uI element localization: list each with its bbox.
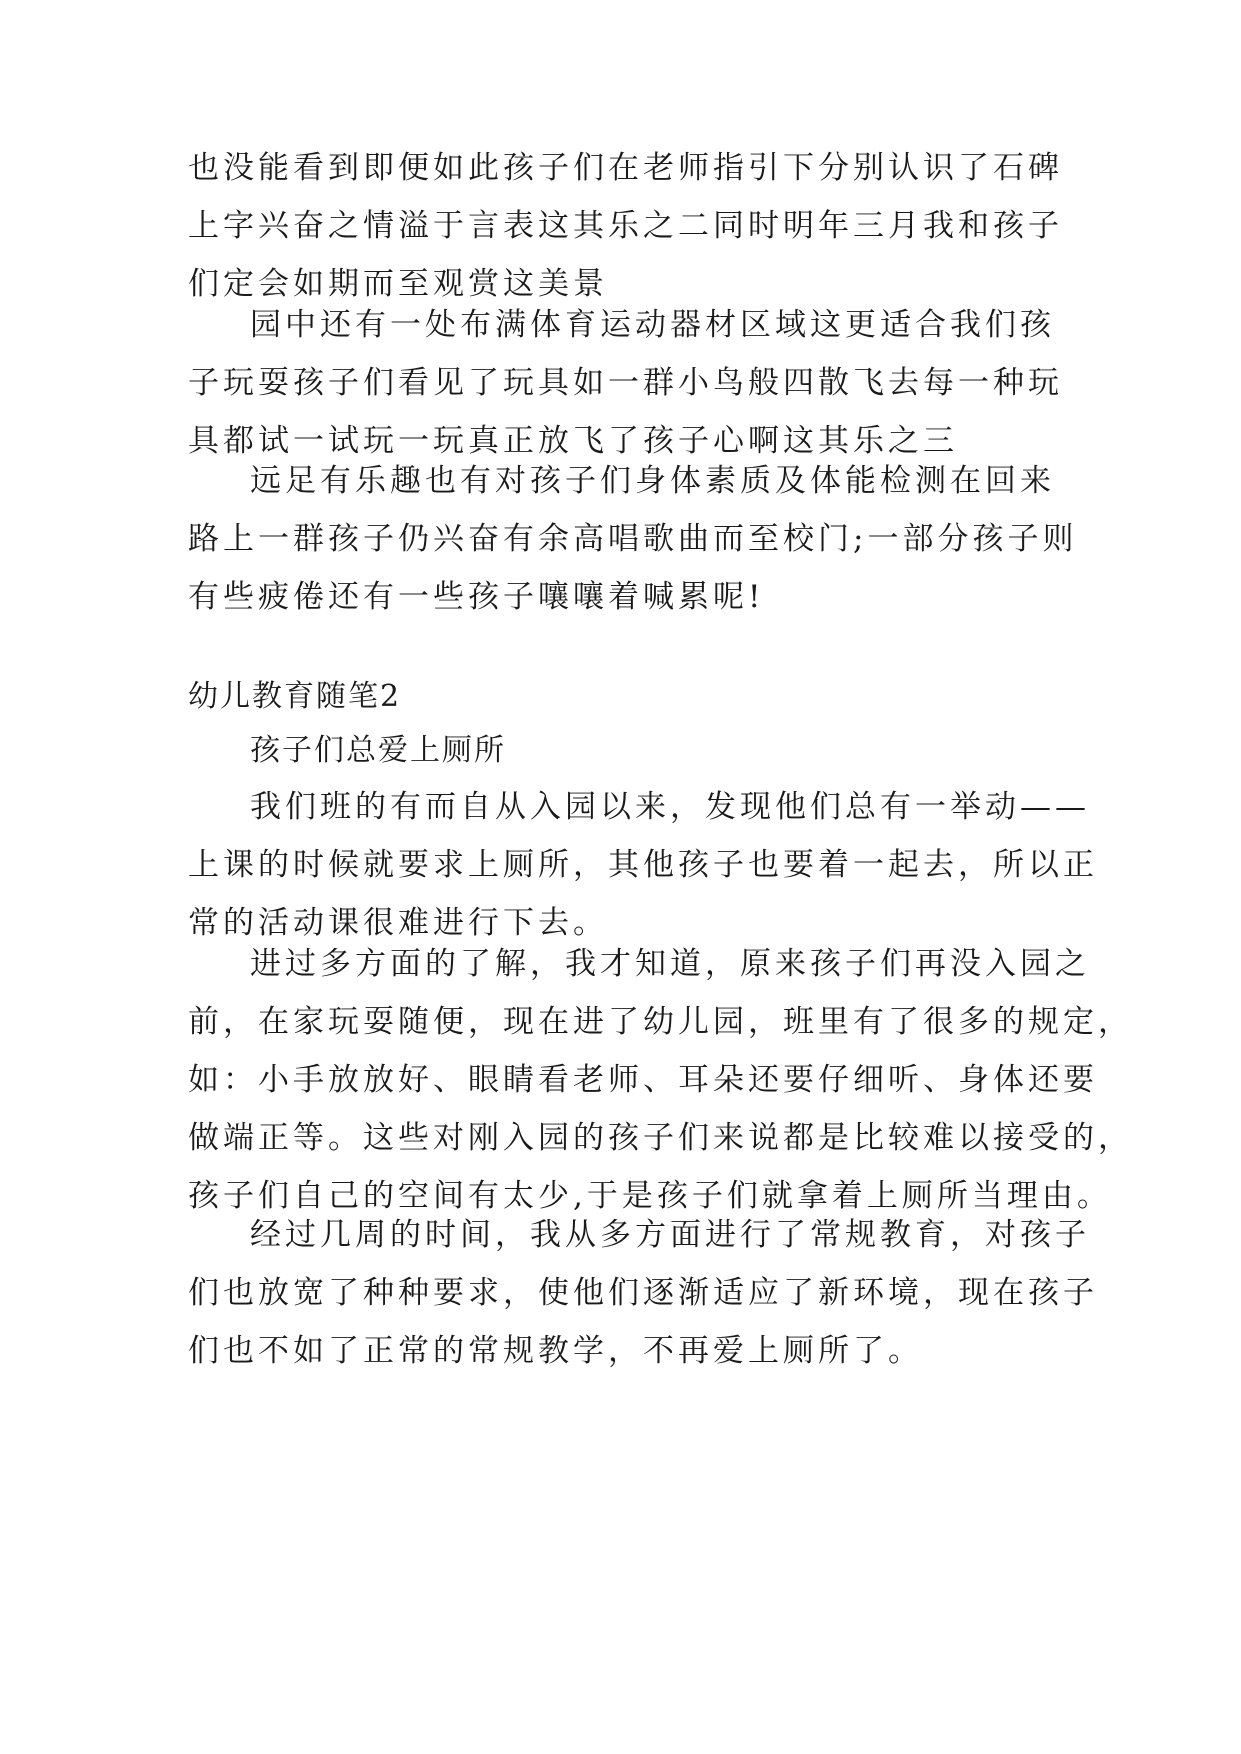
paragraph-3 — [188, 452, 1078, 626]
text-line: 也没能看到即便如此孩子们在老师指引下分别认识了石碑 — [188, 150, 1063, 186]
text-line: 远足有乐趣也有对孩子们身体素质及体能检测在回来 — [250, 463, 1055, 499]
section-heading — [188, 668, 1048, 726]
text-line: 子玩耍孩子们看见了玩具如一群小鸟般四散飞去每一种玩 — [188, 365, 1063, 401]
paragraph-4 — [188, 778, 1098, 952]
text-line: 们定会如期而至观赏这美景 — [188, 266, 608, 302]
text-line: 经过几周的时间，我从多方面进行了常规教育，对孩子 — [250, 1217, 1090, 1253]
paragraph-2 — [188, 296, 1063, 470]
subtitle: 孩子们总爱上厕所 — [250, 733, 506, 768]
text-line: 前，在家玩耍随便，现在进了幼儿园，班里有了很多的规定， — [188, 1004, 1133, 1040]
section-title: 幼儿教育随笔2 — [188, 679, 402, 714]
text-line: 上字兴奋之情溢于言表这其乐之二同时明年三月我和孩子 — [188, 208, 1063, 244]
article-subtitle — [188, 722, 1048, 780]
text-line: 进过多方面的了解，我才知道，原来孩子们再没入园之 — [250, 946, 1090, 982]
text-line: 路上一群孩子仍兴奋有余高唱歌曲而至校门;一部分孩子则 — [188, 521, 1078, 557]
text-line: 常的活动课很难进行下去。 — [188, 905, 608, 941]
paragraph-1 — [188, 139, 1063, 313]
text-line: 们也不如了正常的常规教学，不再爱上厕所了。 — [188, 1333, 923, 1369]
text-line: 园中还有一处布满体育运动器材区域这更适合我们孩 — [250, 307, 1055, 343]
text-line: 我们班的有而自从入园以来，发现他们总有一举动—— — [250, 789, 1090, 825]
text-line: 孩子们自己的空间有太少,于是孩子们就拿着上厕所当理由。 — [188, 1178, 1112, 1214]
text-line: 们也放宽了种种要求，使他们逐渐适应了新环境，现在孩子 — [188, 1275, 1098, 1311]
text-line: 上课的时候就要求上厕所，其他孩子也要着一起去，所以正 — [188, 847, 1098, 883]
paragraph-6 — [188, 1206, 1098, 1380]
text-line: 做端正等。这些对刚入园的孩子们来说都是比较难以接受的， — [188, 1120, 1133, 1156]
text-line: 有些疲倦还有一些孩子嚷嚷着喊累呢! — [188, 579, 765, 615]
paragraph-5 — [188, 935, 1133, 1225]
text-line: 具都试一试玩一玩真正放飞了孩子心啊这其乐之三 — [188, 423, 958, 459]
text-line: 如：小手放放好、眼睛看老师、耳朵还要仔细听、身体还要 — [188, 1062, 1098, 1098]
